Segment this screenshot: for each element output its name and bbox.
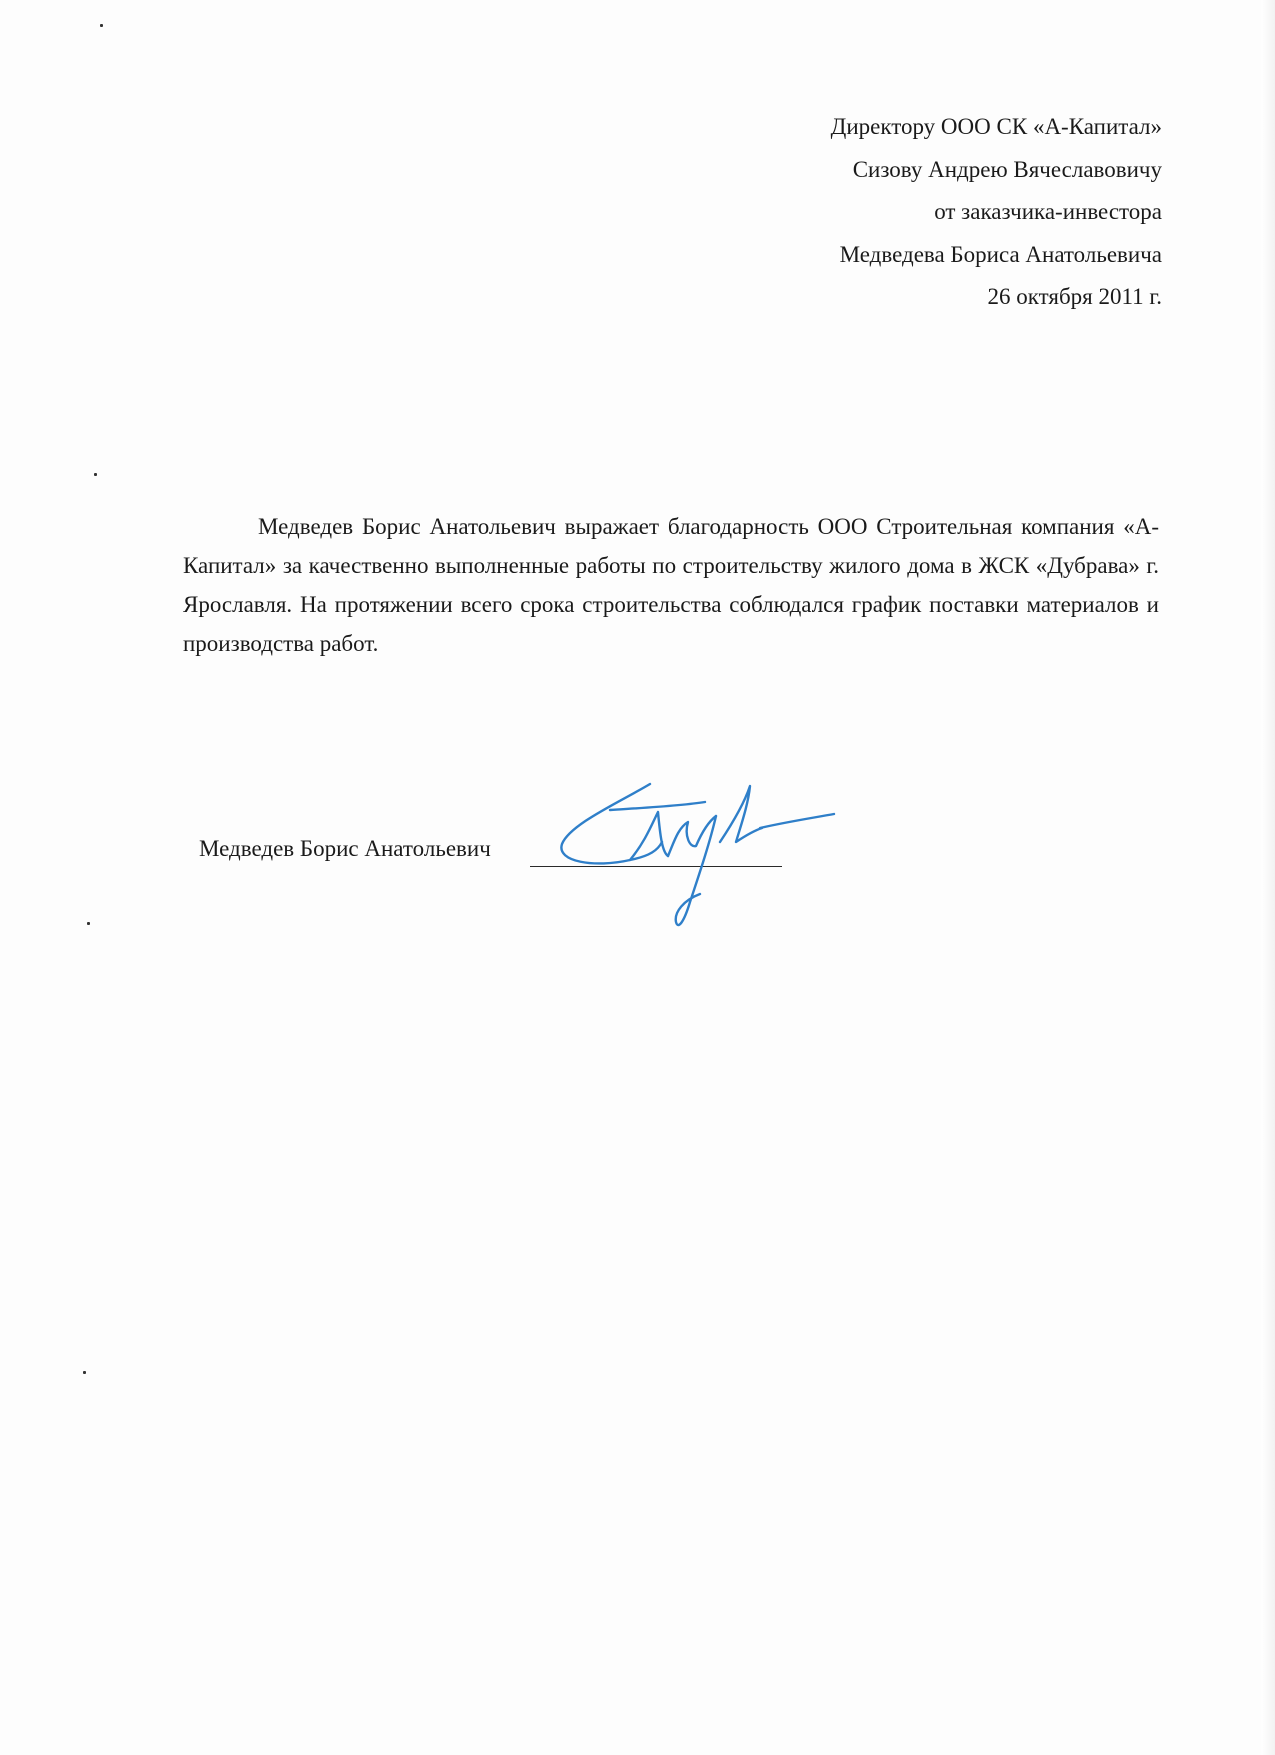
letter-body-paragraph: Медведев Борис Анатольевич выражает благодарность ООО Строительная компания «А-Капитал» за качественно выполненные работы по строительству жилого дома в ЖСК «Дубрава» г. Ярославля. На протяжении всего срока строительства соблюдался график поставки материалов и производства работ. — [183, 514, 1159, 656]
addressee-sender-name: Медведева Бориса Анатольевича — [839, 241, 1162, 267]
handwritten-signature — [550, 772, 840, 932]
margin-mark — [94, 473, 97, 476]
addressee-recipient-name: Сизову Андрею Вячеславовичу — [852, 156, 1162, 182]
margin-mark — [83, 1371, 86, 1374]
letter-date: 26 октября 2011 г. — [987, 284, 1162, 309]
addressee-from-label: от заказчика-инвестора — [934, 199, 1162, 224]
margin-mark — [100, 24, 103, 27]
signatory-name: Медведев Борис Анатольевич — [199, 836, 491, 861]
margin-mark — [87, 922, 90, 925]
addressee-recipient-title: Директору ООО СК «А-Капитал» — [830, 114, 1162, 139]
scan-edge — [1261, 0, 1275, 1755]
addressee-block — [831, 106, 1162, 319]
